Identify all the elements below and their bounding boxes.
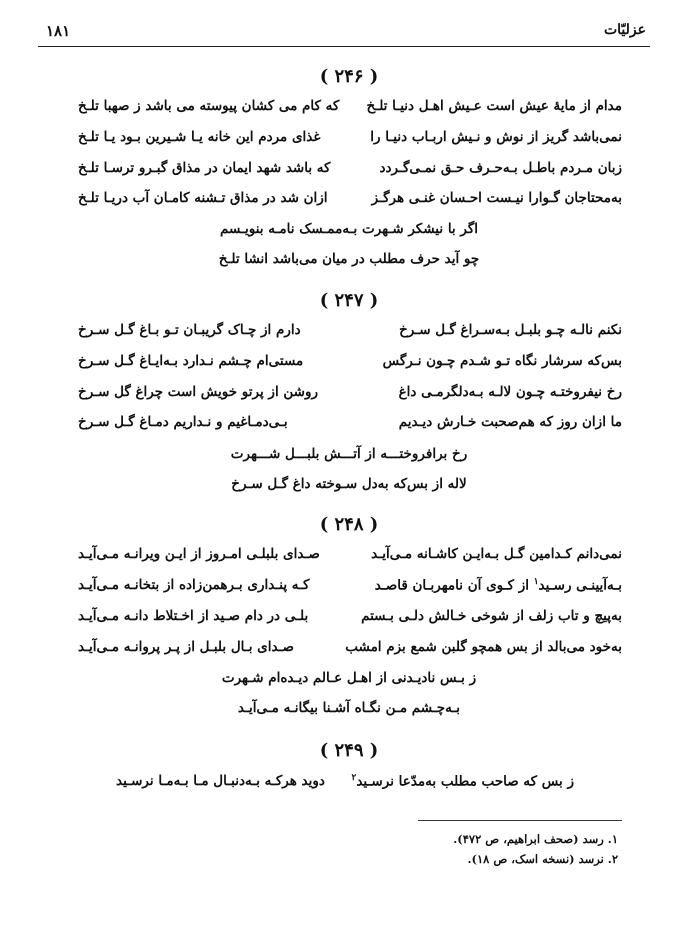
poem-title-248: ( ۲۴۸ ): [319, 514, 379, 535]
couplet: [78, 608, 622, 634]
footnote: ۱. رسد (صحف ابراهیم، ص ۴۷۲).: [453, 832, 618, 846]
running-header: [38, 16, 650, 47]
hemistich-part: از کـوی آن نامهربـان قاصـد: [374, 577, 529, 594]
hemistich-second: دوید هرکـه بـه‌دنبـال مـا بـه‌مـا نرسـید: [116, 773, 325, 789]
couplet: [78, 546, 622, 572]
running-title: عزلیّات: [603, 22, 646, 38]
hemistich-second: صـدای بـال بلبـل از پـر پروانـه مـی‌آیـد: [78, 639, 294, 655]
couplet: [78, 190, 622, 216]
couplet: [116, 773, 574, 799]
couplet: [78, 639, 622, 665]
poem-title-249: ( ۲۴۹ ): [319, 740, 379, 761]
couplet: [78, 414, 622, 440]
closing-line: رخ برافروختـــه از آتـــش بلبـــل شـــهرت: [230, 446, 468, 462]
hemistich-first: به‌محتاجان گـوارا نیـست احـسان غنـی هرگـز: [371, 190, 622, 206]
hemistich-second: دارم از چـاک گریبـان تـو بـاغ گـل سـرخ: [78, 322, 301, 338]
footnote-marker: ۱: [533, 577, 539, 587]
hemistich-first: مدام از مایهٔ عیش است عـیش اهـل دنیـا تلـخ: [366, 98, 622, 114]
closing-line: بـه‌چـشم مـن نگـاه آشـنا بیگانـه مـی‌آیـد: [237, 700, 461, 716]
hemistich-part: بـه‌آیینـی رسـید: [538, 577, 622, 594]
poem-title-246: ( ۲۴۶ ): [319, 66, 379, 87]
poem-title-247: ( ۲۴۷ ): [319, 290, 379, 311]
couplet: [78, 322, 622, 348]
closing-line: اگر با نیشکر شـهرت بـه‌ممـسک نامـه بنویـسم: [219, 221, 479, 237]
hemistich-first: زبان مـردم باطـل بـه‌حـرف حـق نمـی‌گـردد: [379, 160, 622, 176]
page-number: ۱۸۱: [46, 22, 71, 40]
couplet: [78, 353, 622, 379]
couplet: [78, 129, 622, 155]
hemistich-first: [351, 773, 574, 790]
hemistich-second: مستی‌ام چـشم نـدارد بـه‌ایـاغ گـل سـرخ: [78, 353, 304, 369]
closing-line: ز بـس نادیـدنی از اهـل عـالم دیـده‌ام شـهرت: [221, 670, 477, 686]
couplet: [78, 384, 622, 410]
couplet: [78, 577, 622, 603]
couplet: [78, 160, 622, 186]
closing-line: لاله از بس‌که به‌دل سـوخته داغ گـل سـرخ: [231, 476, 467, 492]
hemistich-first: به‌خود می‌بالد از بس همچو گلبن شمع بزم امشب: [345, 639, 622, 655]
hemistich-first: نمی‌دانم کـدامین گـل بـه‌ایـن کاشـانه مـی‌آیـد: [371, 546, 622, 562]
footnote-marker: ۲: [351, 773, 357, 783]
closing-line: چو آید حرف مطلب در میان می‌باشد انشا تلـخ: [218, 251, 480, 267]
footnote-divider: [418, 820, 622, 821]
hemistich-second: بـی‌دمـاغیم و نـداریم دمـاغ گـل سـرخ: [78, 414, 288, 430]
hemistich-second: بلـی در دام صـید از اخـتلاط دانـه مـی‌آیـد: [78, 608, 309, 624]
hemistich-first: ما ازان روز که هم‌صحبت خـارش دیـدیم: [398, 414, 622, 430]
hemistich-first: [375, 577, 622, 594]
hemistich-first: رخ نیفروختـه چـون لالـه بـه‌دلگرمـی داغ: [398, 384, 622, 400]
hemistich-second: که باشد شهد ایمان در مذاق گبـرو ترسـا تلـخ: [78, 160, 331, 176]
hemistich-part: ز بس که صاحب مطلب به‌مدّعا نرسـید: [356, 773, 574, 790]
couplet: [78, 98, 622, 124]
hemistich-first: نمی‌باشد گریز از نوش و نـیش اربـاب دنیـا را: [370, 129, 622, 145]
hemistich-second: روشن از پرتو خویش است چراغ گل سـرخ: [78, 384, 319, 400]
hemistich-second: غذای مردم این خانه یـا شـیرین بـود یـا تلـخ: [78, 129, 321, 145]
hemistich-second: صـدای بلبلـی امـروز از ایـن ویرانـه مـی‌آیـد: [78, 546, 320, 562]
footnote: ۲. نرسد (نسخه اسک، ص ۱۸).: [467, 852, 618, 866]
hemistich-first: به‌پیچ و تاب زلف از شوخی خـالش دلـی بـستم: [361, 608, 622, 624]
hemistich-second: ازان شد در مذاق تـشنه کامـان آب دریـا تلـخ: [78, 190, 328, 206]
hemistich-first: نکنم نالـه چـو بلبـل بـه‌سـراغ گـل سـرخ: [399, 322, 622, 338]
hemistich-first: بس‌که سرشار نگاه تـو شـدم چـون نـرگس: [382, 353, 622, 369]
hemistich-second: که کام می کشان پیوسته می باشد ز صهبا تلـخ: [78, 98, 340, 114]
hemistich-second: کـه پنـداری بـرهمن‌زاده از بتخانـه مـی‌آیـد: [78, 577, 310, 593]
